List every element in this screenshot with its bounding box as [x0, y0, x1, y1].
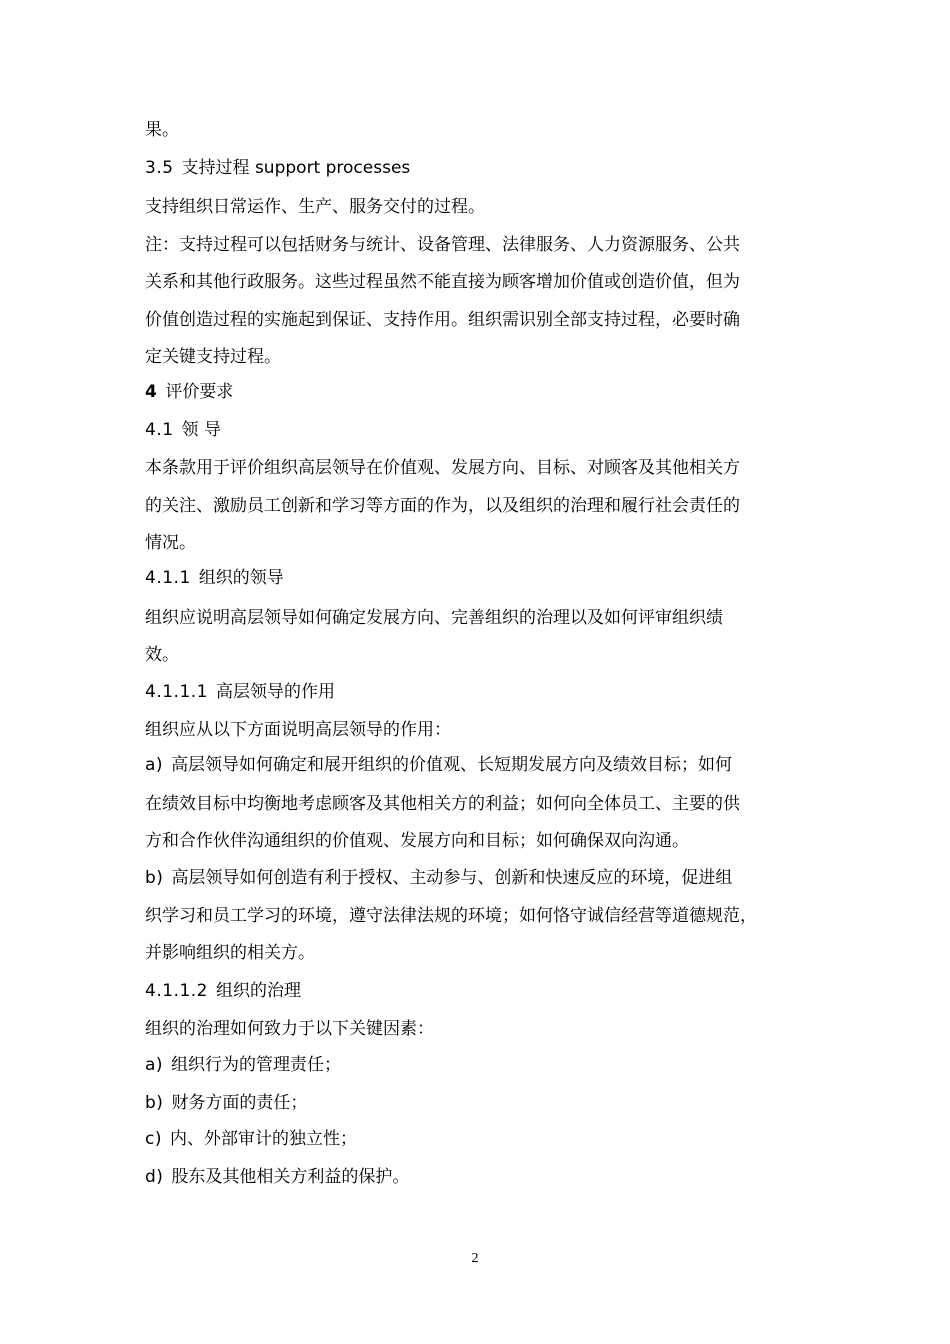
clause-number: a) — [145, 1055, 164, 1075]
text-line — [145, 270, 810, 294]
text-line — [145, 1017, 810, 1041]
line-text: 财务方面的责任； — [171, 1093, 308, 1113]
clause-number: b) — [145, 868, 164, 888]
text-line — [145, 1165, 810, 1189]
line-text: 评价要求 — [165, 382, 234, 402]
line-text: 关系和其他行政服务。这些过程虽然不能直接为顾客增加价值或创造价值，但为 — [145, 272, 740, 292]
text-line — [145, 979, 810, 1003]
text-line — [145, 418, 810, 442]
line-text: 价值创造过程的实施起到保证、支持作用。组织需识别全部支持过程，必要时确 — [145, 310, 740, 330]
text-line — [145, 753, 810, 777]
text-line — [145, 606, 810, 630]
line-text: 定关键支持过程。 — [145, 347, 281, 367]
text-line — [145, 308, 810, 332]
line-text: 织学习和员工学习的环境，遵守法律法规的环境；如何恪守诚信经营等道德规范， — [145, 906, 757, 926]
text-line — [145, 643, 810, 667]
text-line — [145, 156, 810, 180]
clause-number: d) — [145, 1167, 164, 1187]
text-line — [145, 904, 810, 928]
page-number: 2 — [471, 1251, 479, 1266]
clause-number: c) — [145, 1129, 162, 1149]
text-line — [145, 1053, 810, 1077]
text-line — [145, 792, 810, 816]
text-line — [145, 566, 810, 590]
line-text: 果。 — [145, 120, 179, 140]
line-text: 并影响组织的相关方。 — [145, 943, 315, 963]
line-text: 高层领导如何创造有利于授权、主动参与、创新和快速反应的环境，促进组 — [171, 868, 733, 888]
line-text: 注：支持过程可以包括财务与统计、设备管理、法律服务、人力资源服务、公共 — [145, 235, 740, 255]
text-line — [145, 233, 810, 257]
clause-number: 3.5 — [145, 158, 174, 178]
text-line — [145, 531, 810, 555]
line-text: 组织的治理 — [215, 981, 301, 1001]
text-line — [145, 1091, 810, 1115]
clause-number: 4.1.1.1 — [145, 682, 208, 702]
line-text: 组织的领导 — [198, 568, 284, 588]
line-text: 支持组织日常运作、生产、服务交付的过程。 — [145, 197, 485, 217]
line-text: 的关注、激励员工创新和学习等方面的作为，以及组织的治理和履行社会责任的 — [145, 496, 740, 516]
text-line — [145, 941, 810, 965]
text-line — [145, 494, 810, 518]
line-text: 内、外部审计的独立性； — [169, 1129, 357, 1149]
text-line — [145, 866, 810, 890]
clause-number: 4.1.1.2 — [145, 981, 208, 1001]
text-line — [145, 195, 810, 219]
line-text: 情况。 — [145, 533, 196, 553]
line-text: 组织的治理如何致力于以下关键因素： — [145, 1019, 434, 1039]
line-text: 高层领导的作用 — [215, 682, 335, 702]
clause-number: a) — [145, 755, 164, 775]
line-text: 支持过程 support processes — [181, 158, 411, 178]
text-line — [145, 718, 810, 742]
text-line — [145, 345, 810, 369]
line-text: 在绩效目标中均衡地考虑顾客及其他相关方的利益；如何向全体员工、主要的供 — [145, 794, 740, 814]
line-text: 组织应说明高层领导如何确定发展方向、完善组织的治理以及如何评审组织绩 — [145, 608, 723, 628]
line-text: 股东及其他相关方利益的保护。 — [171, 1167, 410, 1187]
line-text: 方和合作伙伴沟通组织的价值观、发展方向和目标；如何确保双向沟通。 — [145, 831, 689, 851]
clause-number: 4.1 — [145, 420, 174, 440]
text-line — [145, 380, 810, 404]
clause-number: 4.1.1 — [145, 568, 191, 588]
line-text: 高层领导如何确定和展开组织的价值观、长短期发展方向及绩效目标；如何 — [171, 755, 733, 775]
text-line — [145, 456, 810, 480]
text-line — [145, 829, 810, 853]
line-text: 组织行为的管理责任； — [171, 1055, 342, 1075]
line-text: 效。 — [145, 645, 179, 665]
text-line — [145, 1127, 810, 1151]
clause-number: b) — [145, 1093, 164, 1113]
text-line — [145, 118, 810, 142]
line-text: 组织应从以下方面说明高层领导的作用： — [145, 720, 451, 740]
line-text: 本条款用于评价组织高层领导在价值观、发展方向、目标、对顾客及其他相关方 — [145, 458, 740, 478]
text-line — [145, 680, 810, 704]
clause-number: 4 — [145, 382, 158, 402]
line-text: 领 导 — [181, 420, 221, 440]
